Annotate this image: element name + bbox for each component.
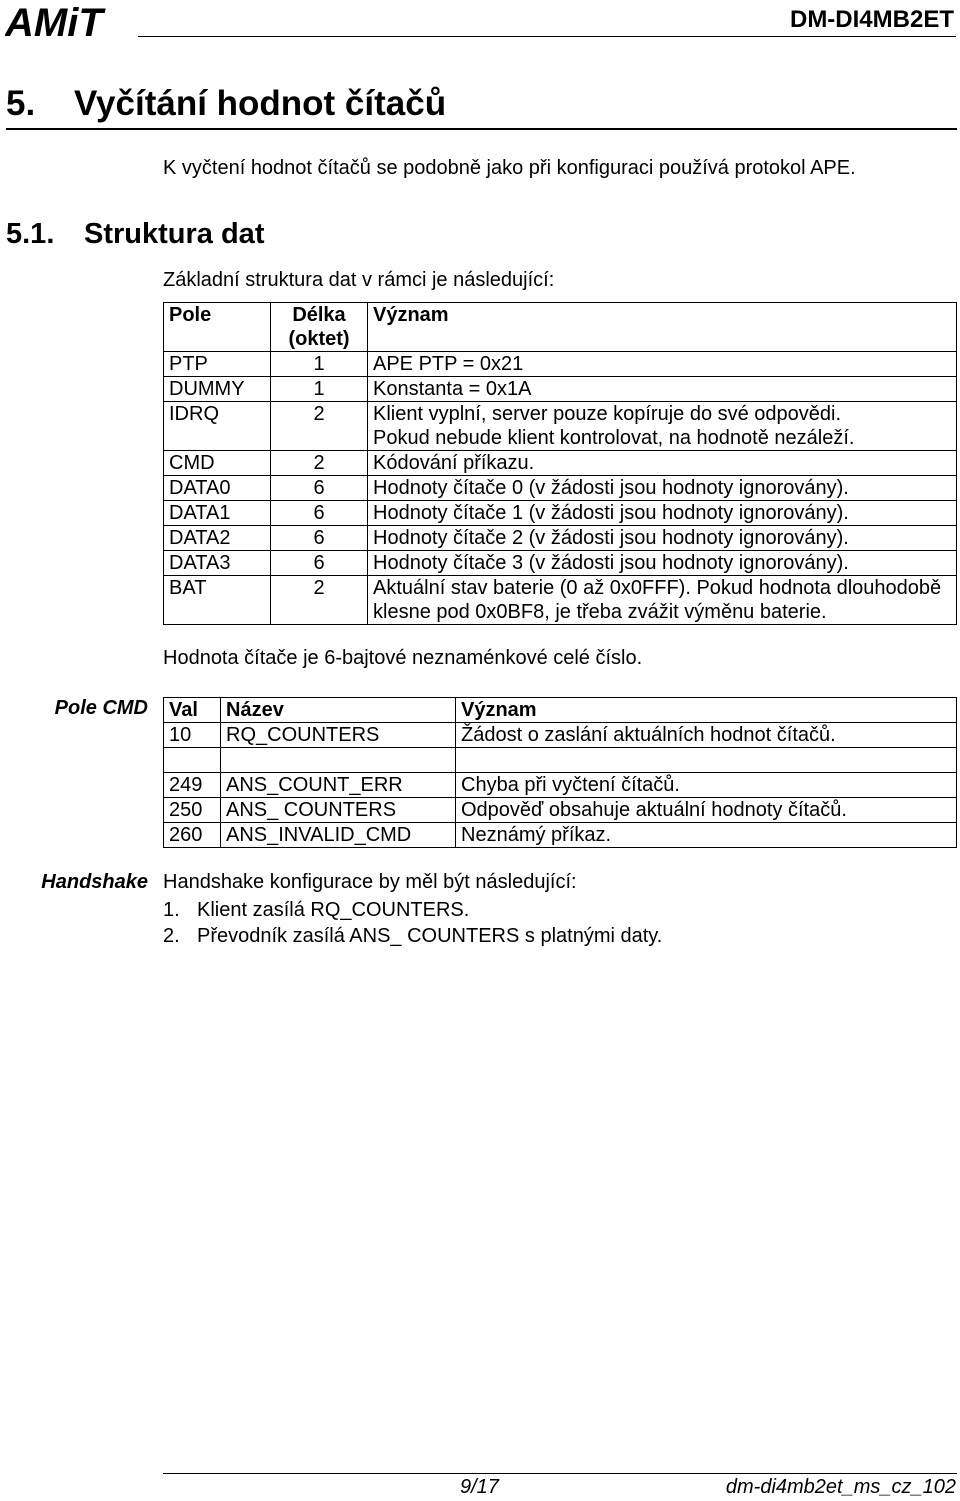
section-number: 5. [6,84,36,123]
header-rule [138,36,956,37]
cell-length: 6 [271,501,368,526]
cell-meaning: Hodnoty čítače 3 (v žádosti jsou hodnoty ignorovány). [368,551,957,576]
table-row [164,723,957,748]
cell-meaning-line2: Pokud nebude klient kontrolovat, na hodnotě nezáleží. [373,427,855,449]
cell-meaning: Chyba při vyčtení čítačů. [456,773,957,798]
cell-meaning [368,402,957,451]
header-length [271,303,368,352]
table-row [164,823,957,848]
cell-field: DATA1 [164,501,271,526]
table-row [164,501,957,526]
cell-length: 2 [271,402,368,451]
footer-rule [163,1473,957,1474]
handshake-intro: Handshake konfigurace by měl být následující: [163,871,577,893]
cell-meaning: Hodnoty čítače 2 (v žádosti jsou hodnoty ignorovány). [368,526,957,551]
cell-length: 2 [271,576,368,625]
subsection-number: 5.1. [6,218,55,250]
cell-val: 260 [164,823,221,848]
handshake-steps [163,897,662,949]
cell-meaning: Žádost o zaslání aktuálních hodnot čítačů. [456,723,957,748]
cell-meaning: Hodnoty čítače 1 (v žádosti jsou hodnoty ignorovány). [368,501,957,526]
header-field: Pole [164,303,271,352]
table-row [164,402,957,451]
svg-text:AMiT: AMiT [5,2,103,40]
header-meaning: Význam [456,698,957,723]
cell-meaning-line1: Aktuální stav baterie (0 až 0x0FFF). Pokud hodnota dlouhodobě [373,577,942,599]
table-header-row [164,698,957,723]
table-row [164,773,957,798]
cell-meaning [368,576,957,625]
header-length-line1: Délka [292,304,346,326]
cell-length: 6 [271,476,368,501]
cell-field: DATA2 [164,526,271,551]
list-item [163,923,662,949]
cell-name: ANS_COUNT_ERR [221,773,456,798]
cell-meaning [456,748,957,773]
subsection-title: Struktura dat [84,218,265,250]
header-val: Val [164,698,221,723]
step-text: Klient zasílá RQ_COUNTERS. [197,899,470,921]
subsection-intro: Základní struktura dat v rámci je následující: [163,269,555,291]
step-number: 2. [163,925,180,947]
cell-name [221,748,456,773]
cell-name: ANS_INVALID_CMD [221,823,456,848]
header-name: Název [221,698,456,723]
counter-value-note: Hodnota čítače je 6-bajtové neznaménkové celé číslo. [163,647,643,669]
side-label-cmd: Pole CMD [54,697,148,719]
cell-length: 6 [271,526,368,551]
document-code: DM-DI4MB2ET [789,6,954,33]
cell-field: DATA0 [164,476,271,501]
cell-field: DUMMY [164,377,271,402]
cell-meaning: Odpověď obsahuje aktuální hodnoty čítačů. [456,798,957,823]
cell-name: RQ_COUNTERS [221,723,456,748]
page-number: 9/17 [460,1476,499,1498]
cell-length: 1 [271,352,368,377]
cell-meaning-line1: Klient vyplní, server pouze kopíruje do své odpovědi. [373,403,842,425]
cell-field: IDRQ [164,402,271,451]
section-title: Vyčítání hodnot čítačů [74,84,447,123]
cell-field: PTP [164,352,271,377]
section-intro: K vyčtení hodnot čítačů se podobně jako při konfiguraci používá protokol APE. [163,157,856,179]
table-row [164,576,957,625]
cell-length: 2 [271,451,368,476]
cell-field: BAT [164,576,271,625]
cell-val: 250 [164,798,221,823]
table-row [164,551,957,576]
header-meaning: Význam [368,303,957,352]
table-row [164,798,957,823]
table-row [164,377,957,402]
table-row-empty [164,748,957,773]
step-text: Převodník zasílá ANS_ COUNTERS s platnými daty. [197,925,663,947]
step-number: 1. [163,899,180,921]
cell-field: DATA3 [164,551,271,576]
cell-meaning-line2: klesne pod 0x0BF8, je třeba zvážit výměnu baterie. [373,601,827,623]
cell-val: 249 [164,773,221,798]
side-label-handshake: Handshake [41,871,148,893]
header-length-line2: (oktet) [288,328,350,350]
cmd-table [163,697,957,848]
cell-val: 10 [164,723,221,748]
cell-meaning: APE PTP = 0x21 [368,352,957,377]
cell-name: ANS_ COUNTERS [221,798,456,823]
table-row [164,352,957,377]
table-row [164,476,957,501]
list-item [163,897,662,923]
table-row [164,451,957,476]
cell-field: CMD [164,451,271,476]
amit-logo [5,2,135,40]
cell-val [164,748,221,773]
cell-meaning: Neznámý příkaz. [456,823,957,848]
table-row [164,526,957,551]
cell-meaning: Konstanta = 0x1A [368,377,957,402]
table-header-row [164,303,957,352]
section-heading [6,84,446,124]
cell-length: 6 [271,551,368,576]
document-filename: dm-di4mb2et_ms_cz_102 [725,1476,956,1498]
data-structure-table [163,302,957,625]
cell-meaning: Kódování příkazu. [368,451,957,476]
subsection-heading [6,218,264,251]
cell-meaning: Hodnoty čítače 0 (v žádosti jsou hodnoty ignorovány). [368,476,957,501]
section-rule [6,128,957,130]
cell-length: 1 [271,377,368,402]
